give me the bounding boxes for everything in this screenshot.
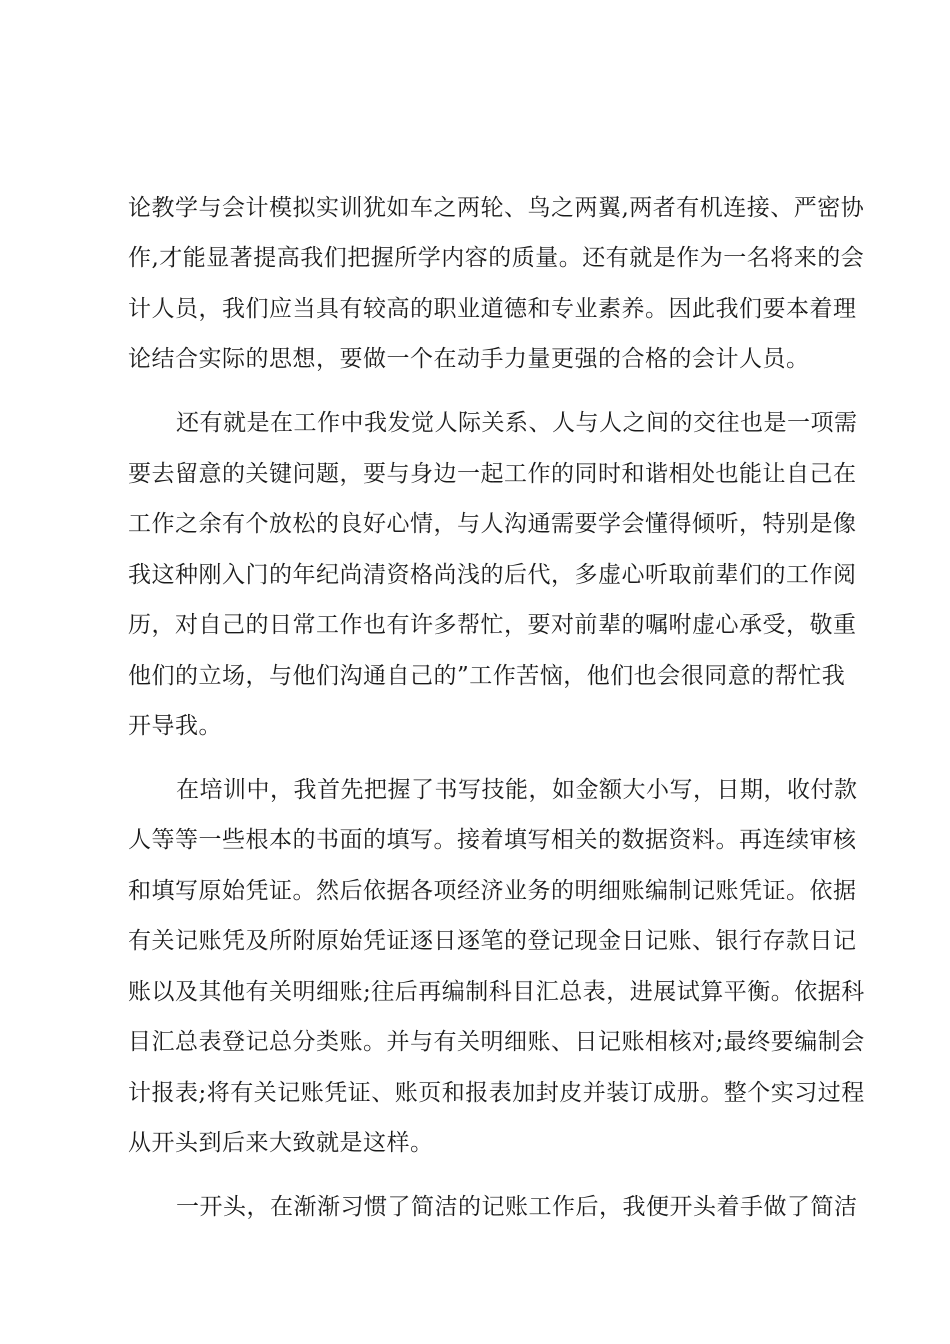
text-line: 和填写原始凭证。然后依据各项经济业务的明细账编制记账凭证。依据	[128, 878, 857, 904]
paragraph-first-line: 还有就是在工作中我发觉人际关系、人与人之间的交往也是一项需	[176, 410, 858, 436]
text-line: 人等等一些根本的书面的填写。接着填写相关的数据资料。再连续审核	[128, 827, 857, 853]
text-line: 计人员，我们应当具有较高的职业道德和专业素养。因此我们要本着理	[128, 296, 857, 322]
text-line: 开导我。	[128, 713, 222, 739]
paragraph-first-line: 一开头，在渐渐习惯了简洁的记账工作后，我便开头着手做了简洁	[176, 1194, 858, 1220]
text-line: 计报表;将有关记账凭证、账页和报表加封皮并装订成册。整个实习过程	[128, 1080, 865, 1106]
text-line: 有关记账凭及所附原始凭证逐日逐笔的登记现金日记账、银行存款日记	[128, 928, 857, 954]
text-line: 账以及其他有关明细账;往后再编制科目汇总表，进展试算平衡。依据科	[128, 979, 865, 1005]
text-line: 论结合实际的思想，要做一个在动手力量更强的合格的会计人员。	[128, 346, 810, 372]
text-line: 要去留意的关键问题，要与身边一起工作的同时和谐相处也能让自己在	[128, 461, 857, 487]
text-line: 历，对自己的日常工作也有许多帮忙，要对前辈的嘱咐虚心承受，敬重	[128, 612, 857, 638]
text-line: 作,才能显著提高我们把握所学内容的质量。还有就是作为一名将来的会	[128, 245, 865, 271]
text-line: 他们的立场，与他们沟通自己的”工作苦恼，他们也会很同意的帮忙我	[128, 663, 846, 689]
paragraph-first-line: 在培训中，我首先把握了书写技能，如金额大小写，日期，收付款	[176, 777, 858, 803]
text-line: 从开头到后来大致就是这样。	[128, 1130, 434, 1156]
text-line: 论教学与会计模拟实训犹如车之两轮、鸟之两翼,两者有机连接、严密协	[128, 195, 865, 221]
text-line: 工作之余有个放松的良好心情，与人沟通需要学会懂得倾听，特别是像	[128, 511, 857, 537]
text-line: 我这种刚入门的年纪尚清资格尚浅的后代，多虚心听取前辈们的工作阅	[128, 562, 857, 588]
text-line: 目汇总表登记总分类账。并与有关明细账、日记账相核对;最终要编制会	[128, 1029, 865, 1055]
